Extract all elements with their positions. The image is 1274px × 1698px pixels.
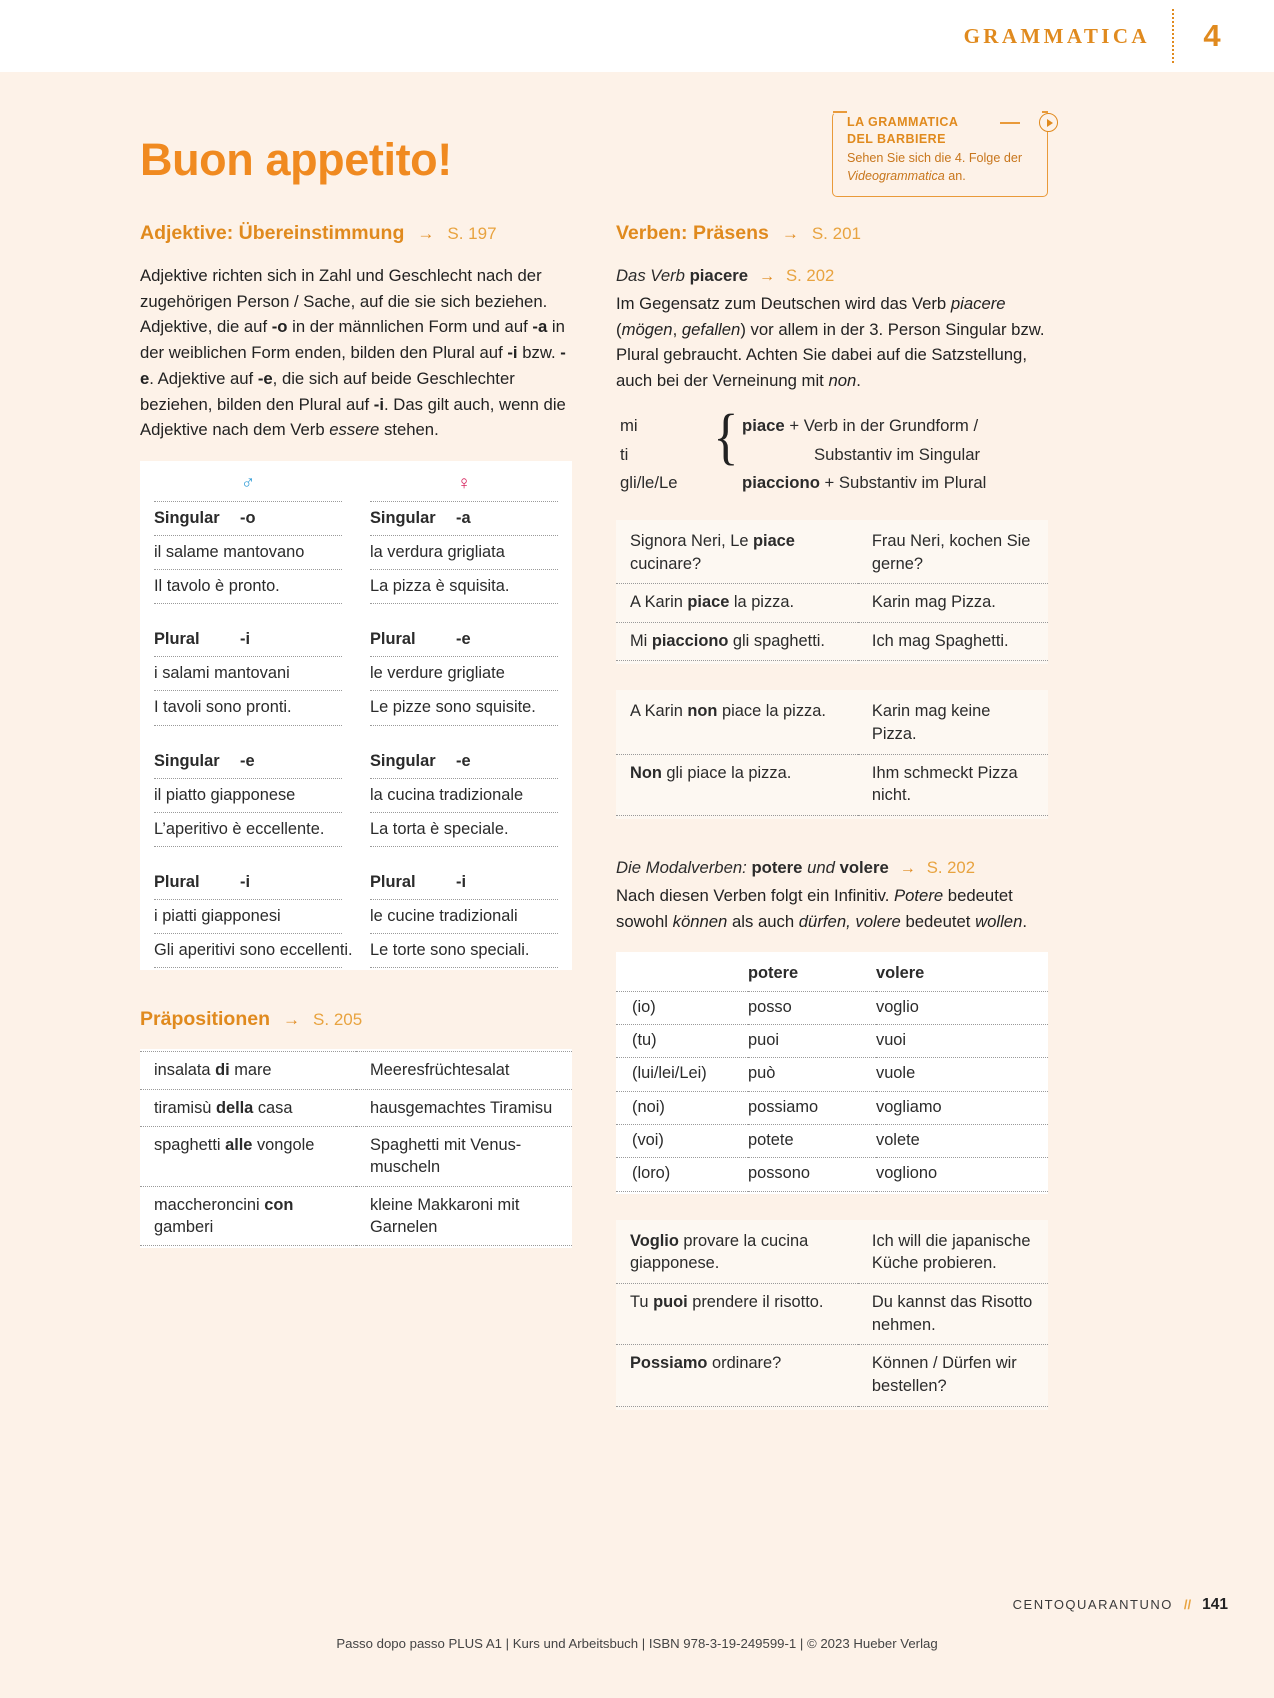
pronoun-cell: (lui/lei/Lei)	[616, 1058, 748, 1091]
adjective-group	[140, 623, 572, 725]
number-label: Singular	[154, 508, 220, 527]
callout-text-after: an.	[944, 168, 966, 183]
volere-cell: vogliamo	[876, 1092, 1048, 1125]
text-run: Signora Neri, Le	[630, 531, 753, 550]
bold-run: -i	[373, 394, 384, 414]
text-run: piace la pizza.	[717, 702, 826, 721]
table-row	[140, 1051, 572, 1089]
heading-label: Adjektive: Übereinstimmung	[140, 222, 405, 244]
german-cell: kleine Makkaroni mit Garnelen	[356, 1187, 572, 1247]
callout-text	[847, 150, 1036, 186]
pronoun-cell: (io)	[616, 992, 748, 1025]
text-run: cucinare?	[630, 554, 702, 573]
non-examples-box	[616, 690, 1048, 819]
number-label: Singular	[370, 751, 436, 770]
column-header	[616, 958, 748, 991]
ending-label: -a	[456, 508, 471, 527]
potere-cell: possono	[748, 1158, 876, 1191]
prepositions-table	[140, 1049, 572, 1248]
pattern-line-1	[742, 412, 986, 441]
potere-cell: possiamo	[748, 1092, 876, 1125]
pattern-verb: piacciono	[742, 473, 820, 493]
piace-examples-box	[616, 520, 1048, 665]
table-row	[616, 1025, 1048, 1058]
german-cell: Ich will die japanische Küche probieren.	[858, 1223, 1048, 1284]
slash-separator: //	[1183, 1597, 1192, 1612]
table-row: Gli aperitivi sono eccellenti.	[154, 934, 342, 968]
table-row	[140, 1127, 572, 1187]
italic-run: Potere	[893, 886, 944, 905]
table-row: I tavoli sono pronti.	[154, 691, 342, 725]
right-column	[616, 222, 1048, 1410]
callout-title-line1: LA GRAMMATICA	[847, 115, 959, 129]
footer-page-label	[1013, 1596, 1228, 1614]
ending-label: -i	[240, 872, 251, 891]
text-run: bedeutet	[900, 911, 976, 931]
pattern-lines	[742, 412, 986, 498]
german-cell: Ich mag Spaghetti.	[858, 623, 1048, 662]
text-run: , die sich auf beide Geschlechter beziehen, bilden den Plural auf	[140, 368, 515, 414]
example-row	[616, 623, 1048, 662]
text-run: ) vor allem in der 3. Person Singular bzw. Plural gebraucht. Achten Sie dabei auf die Satzstellung, auch bei der Verneinung mit	[616, 319, 1045, 391]
callout-title	[847, 114, 997, 148]
number-label: Plural	[370, 630, 416, 649]
text-run: als auch	[727, 911, 799, 931]
italic-run: non	[828, 371, 857, 391]
bold-run: -a	[532, 317, 548, 337]
table-row: Le pizze sono squisite.	[370, 691, 558, 725]
table-row: le cucine tradizionali	[370, 900, 558, 934]
italian-cell	[616, 1345, 858, 1406]
ending-label: -i	[240, 630, 251, 649]
volere-cell: voglio	[876, 992, 1048, 1025]
arrow-icon: →	[283, 1010, 301, 1030]
bold-run: Possiamo	[630, 1354, 708, 1373]
table-row: Il tavolo è pronto.	[154, 570, 342, 604]
example-row	[616, 755, 1048, 816]
table-row	[616, 1092, 1048, 1125]
text-run: bzw.	[517, 343, 561, 363]
italic-run: piacere	[950, 294, 1006, 313]
heading-label: Verben: Präsens	[616, 222, 769, 244]
german-cell: hausgemachtes Tiramisu	[356, 1090, 572, 1127]
text-run: ordinare?	[707, 1354, 782, 1373]
arrow-icon: →	[759, 268, 776, 285]
page-word: CENTOQUARANTUNO	[1012, 1597, 1173, 1612]
italic-run: gefallen	[681, 319, 741, 339]
section-heading-verbs	[616, 222, 1048, 245]
text-run: stehen.	[379, 420, 439, 440]
pronoun-cell: (voi)	[616, 1125, 748, 1158]
unit-number: 4	[1203, 18, 1221, 53]
bold-run: volere	[839, 858, 889, 877]
table-subheader	[370, 502, 558, 536]
pronoun-item: mi	[620, 415, 638, 435]
section-heading-adjectives	[140, 222, 572, 245]
bold-run: -e	[140, 343, 566, 388]
text-run: gli piace la pizza.	[661, 763, 792, 782]
adjective-groups	[140, 502, 572, 969]
text-run: Tu	[630, 1293, 654, 1312]
preposition-bold: con	[264, 1195, 294, 1214]
pattern-rest: + Substantiv im Plural	[819, 473, 987, 493]
modals-description	[616, 883, 1048, 934]
example-row	[616, 693, 1048, 754]
pronoun-list	[620, 412, 678, 498]
table-row	[616, 1158, 1048, 1191]
bold-run: piace	[687, 593, 730, 612]
adjectives-table	[140, 461, 572, 970]
text-run: (	[616, 319, 622, 339]
table-subheader	[370, 866, 558, 900]
italic-run: Die Modalverben:	[616, 858, 752, 877]
table-subheader	[370, 623, 558, 657]
german-cell: Frau Neri, kochen Sie gerne?	[858, 523, 1048, 584]
gender-symbol-row	[140, 470, 572, 502]
piacere-description	[616, 291, 1048, 394]
page-ref: S. 205	[313, 1010, 363, 1030]
example-row	[616, 1345, 1048, 1406]
subheading-piacere	[616, 263, 1048, 289]
callout-top-rule	[1000, 122, 1020, 124]
pronoun-item: ti	[620, 444, 629, 464]
ending-label: -e	[456, 751, 471, 770]
number-label: Plural	[154, 872, 200, 891]
bold-run: Non	[630, 763, 662, 782]
text-run: .	[1022, 911, 1028, 931]
pronoun-cell: (loro)	[616, 1158, 748, 1191]
table-row: La pizza è squisita.	[370, 570, 558, 604]
bold-run: Voglio	[630, 1231, 679, 1250]
italian-cell: spaghetti alle vongole	[140, 1127, 356, 1187]
example-row	[616, 1284, 1048, 1345]
volere-cell: vuole	[876, 1058, 1048, 1091]
italian-cell	[616, 1223, 858, 1284]
number-label: Plural	[370, 872, 416, 891]
pronoun-cell: (noi)	[616, 1092, 748, 1125]
potere-cell: puoi	[748, 1025, 876, 1058]
text-run: .	[856, 371, 861, 391]
pronoun-cell: (tu)	[616, 1025, 748, 1058]
text-run: bedeutet sowohl	[616, 886, 1013, 931]
sub-bold: piacere	[689, 266, 749, 285]
table-row: i piatti giapponesi	[154, 900, 342, 934]
modal-sub-text	[616, 855, 889, 880]
text-run: Adjektive richten sich in Zahl und Geschlecht nach der zugehörigen Person / Sache, auf die sie sich beziehen. Adjektive, die auf	[140, 266, 548, 337]
german-cell: Ihm schmeckt Pizza nicht.	[858, 755, 1048, 816]
volere-cell: volete	[876, 1125, 1048, 1158]
example-row	[616, 1223, 1048, 1284]
table-row: il salame mantovano	[154, 536, 342, 570]
curly-brace-icon: {	[713, 402, 739, 471]
header-title: GRAMMATICA	[963, 23, 1150, 48]
male-symbol-icon: ♂	[154, 470, 342, 502]
bold-run: -i	[507, 343, 518, 363]
table-subheader	[154, 502, 342, 536]
group-gap	[140, 604, 572, 623]
volere-cell: vuoi	[876, 1025, 1048, 1058]
table-row: la verdura grigliata	[370, 536, 558, 570]
preposition-bold: alle	[225, 1135, 253, 1154]
table-row: Le torte sono speciali.	[370, 934, 558, 968]
pattern-line-2	[742, 441, 986, 470]
page-ref: S. 202	[786, 266, 835, 285]
italic-run: dürfen, volere	[798, 911, 901, 931]
table-row: La torta è speciale.	[370, 813, 558, 847]
modal-examples-box	[616, 1220, 1048, 1410]
group-gap	[140, 847, 572, 866]
feminine-column	[356, 502, 572, 604]
italian-cell: maccheroncini con gamberi	[140, 1187, 356, 1247]
table-row	[616, 992, 1048, 1025]
italian-cell	[616, 584, 858, 623]
table-row	[140, 1090, 572, 1127]
page-ref: S. 197	[447, 224, 497, 243]
heading-label: Präpositionen	[140, 1008, 271, 1031]
number-label: Plural	[154, 630, 200, 649]
german-cell: Spaghetti mit Venusmuscheln	[356, 1127, 572, 1187]
table-subheader	[154, 745, 342, 779]
ending-label: -o	[240, 508, 256, 527]
potere-cell: può	[748, 1058, 876, 1091]
text-run: A Karin	[630, 702, 688, 721]
text-run: ,	[672, 319, 682, 339]
example-row	[616, 523, 1048, 584]
preposition-bold: della	[215, 1098, 254, 1117]
italic-run: können	[672, 911, 728, 931]
bold-run: -e	[257, 368, 273, 388]
text-run: A Karin	[630, 593, 688, 612]
bold-run: puoi	[653, 1293, 688, 1312]
italian-cell	[616, 755, 858, 816]
text-run: la pizza.	[729, 593, 795, 612]
group-gap	[140, 726, 572, 745]
modal-conjugation-table	[616, 952, 1048, 1193]
feminine-column	[356, 623, 572, 725]
pattern-rest: + Verb in der Grundform /	[784, 415, 979, 435]
potere-cell: potete	[748, 1125, 876, 1158]
german-cell: Karin mag Pizza.	[858, 584, 1048, 623]
callout-title-line2: DEL BARBIERE	[847, 131, 946, 146]
text-run: in der weiblichen Form enden, bilden den Plural auf	[140, 317, 565, 363]
callout-text-italic: Videogrammatica	[847, 168, 945, 183]
subheading-modals	[616, 855, 1048, 881]
german-cell: Können / Dürfen wir bestellen?	[858, 1345, 1048, 1406]
ending-label: -e	[240, 751, 255, 770]
pattern-verb: piace	[742, 415, 785, 435]
german-cell: Meeresfrüchtesalat	[356, 1051, 572, 1089]
bold-run: potere	[751, 858, 803, 877]
adjective-group	[140, 866, 572, 968]
page-header	[0, 0, 1274, 72]
potere-cell: posso	[748, 992, 876, 1025]
bold-run: non	[687, 702, 718, 721]
arrow-icon: →	[899, 860, 916, 877]
column-header: volere	[876, 958, 1048, 991]
adjectives-intro-text	[140, 263, 572, 443]
feminine-column	[356, 866, 572, 968]
page-number: 141	[1202, 1596, 1228, 1613]
page-title: Buon appetito!	[140, 134, 452, 186]
play-icon[interactable]	[1039, 113, 1058, 132]
callout-text-before: Sehen Sie sich die 4. Folge der	[847, 151, 1023, 165]
table-row: la cucina tradizionale	[370, 779, 558, 813]
italian-cell	[616, 623, 858, 662]
table-header-row	[616, 958, 1048, 991]
masculine-column	[140, 745, 356, 847]
table-row: il piatto giapponese	[154, 779, 342, 813]
adjective-group	[140, 745, 572, 847]
german-cell: Karin mag keine Pizza.	[858, 693, 1048, 754]
bold-run: -o	[271, 317, 288, 337]
text-run: Nach diesen Verben folgt ein Infinitiv.	[616, 886, 894, 905]
preposition-bold: di	[215, 1061, 230, 1080]
table-subheader	[370, 745, 558, 779]
masculine-column	[140, 502, 356, 604]
bold-run: piacciono	[651, 631, 729, 650]
ending-label: -e	[456, 630, 471, 649]
table-row: i salami mantovani	[154, 657, 342, 691]
text-run: . Adjektive auf	[149, 368, 258, 388]
italic-run: und	[802, 858, 840, 877]
text-run: provare la cucina giapponese.	[630, 1231, 809, 1273]
video-callout[interactable]	[832, 112, 1048, 197]
header-divider	[1172, 9, 1174, 63]
italian-cell	[616, 523, 858, 584]
table-row	[616, 1125, 1048, 1158]
italian-cell	[616, 1284, 858, 1345]
text-run: Im Gegensatz zum Deutschen wird das Verb	[616, 294, 951, 313]
pattern-rest: Substantiv im Singular	[814, 444, 981, 464]
number-label: Singular	[370, 508, 436, 527]
italic-run: wollen	[975, 911, 1023, 931]
masculine-column	[140, 866, 356, 968]
italian-cell: tiramisù della casa	[140, 1090, 356, 1127]
table-row	[616, 1058, 1048, 1091]
table-row	[140, 1187, 572, 1247]
italic-run: mögen	[621, 319, 673, 339]
ending-label: -i	[456, 872, 467, 891]
footer-imprint: Passo dopo passo PLUS A1 | Kurs und Arbeitsbuch | ISBN 978-3-19-249599-1 | © 2023 Hueber Verlag	[336, 1636, 938, 1651]
bold-run: piace	[753, 531, 795, 550]
female-symbol-icon: ♀	[370, 470, 558, 502]
table-subheader	[154, 866, 342, 900]
sub-italic: Das Verb	[616, 266, 690, 285]
italian-cell: insalata di mare	[140, 1051, 356, 1089]
italian-cell	[616, 693, 858, 754]
left-column	[140, 222, 572, 1248]
text-run: prendere il risotto.	[687, 1293, 824, 1312]
piacere-pattern-block	[616, 402, 1048, 498]
column-header: potere	[748, 958, 876, 991]
masculine-column	[140, 623, 356, 725]
feminine-column	[356, 745, 572, 847]
italic-run: essere	[329, 420, 380, 440]
table-row: le verdure grigliate	[370, 657, 558, 691]
arrow-icon: →	[781, 224, 799, 243]
section-heading-prepositions	[140, 1008, 572, 1031]
adjective-group	[140, 502, 572, 604]
text-run: . Das gilt auch, wenn die Adjektive nach dem Verb	[140, 394, 566, 440]
text-run: gli spaghetti.	[728, 631, 825, 650]
table-row: L’aperitivo è eccellente.	[154, 813, 342, 847]
table-subheader	[154, 623, 342, 657]
arrow-icon: →	[417, 224, 435, 243]
pattern-line-3	[742, 469, 986, 498]
german-cell: Du kannst das Risotto nehmen.	[858, 1284, 1048, 1345]
text-run: Mi	[630, 631, 652, 650]
volere-cell: vogliono	[876, 1158, 1048, 1191]
page-ref: S. 201	[811, 224, 861, 243]
pronoun-item: gli/le/Le	[620, 473, 678, 493]
number-label: Singular	[154, 751, 220, 770]
text-run: in der männlichen Form und auf	[287, 317, 533, 337]
example-row	[616, 584, 1048, 623]
page-ref: S. 202	[926, 858, 975, 877]
